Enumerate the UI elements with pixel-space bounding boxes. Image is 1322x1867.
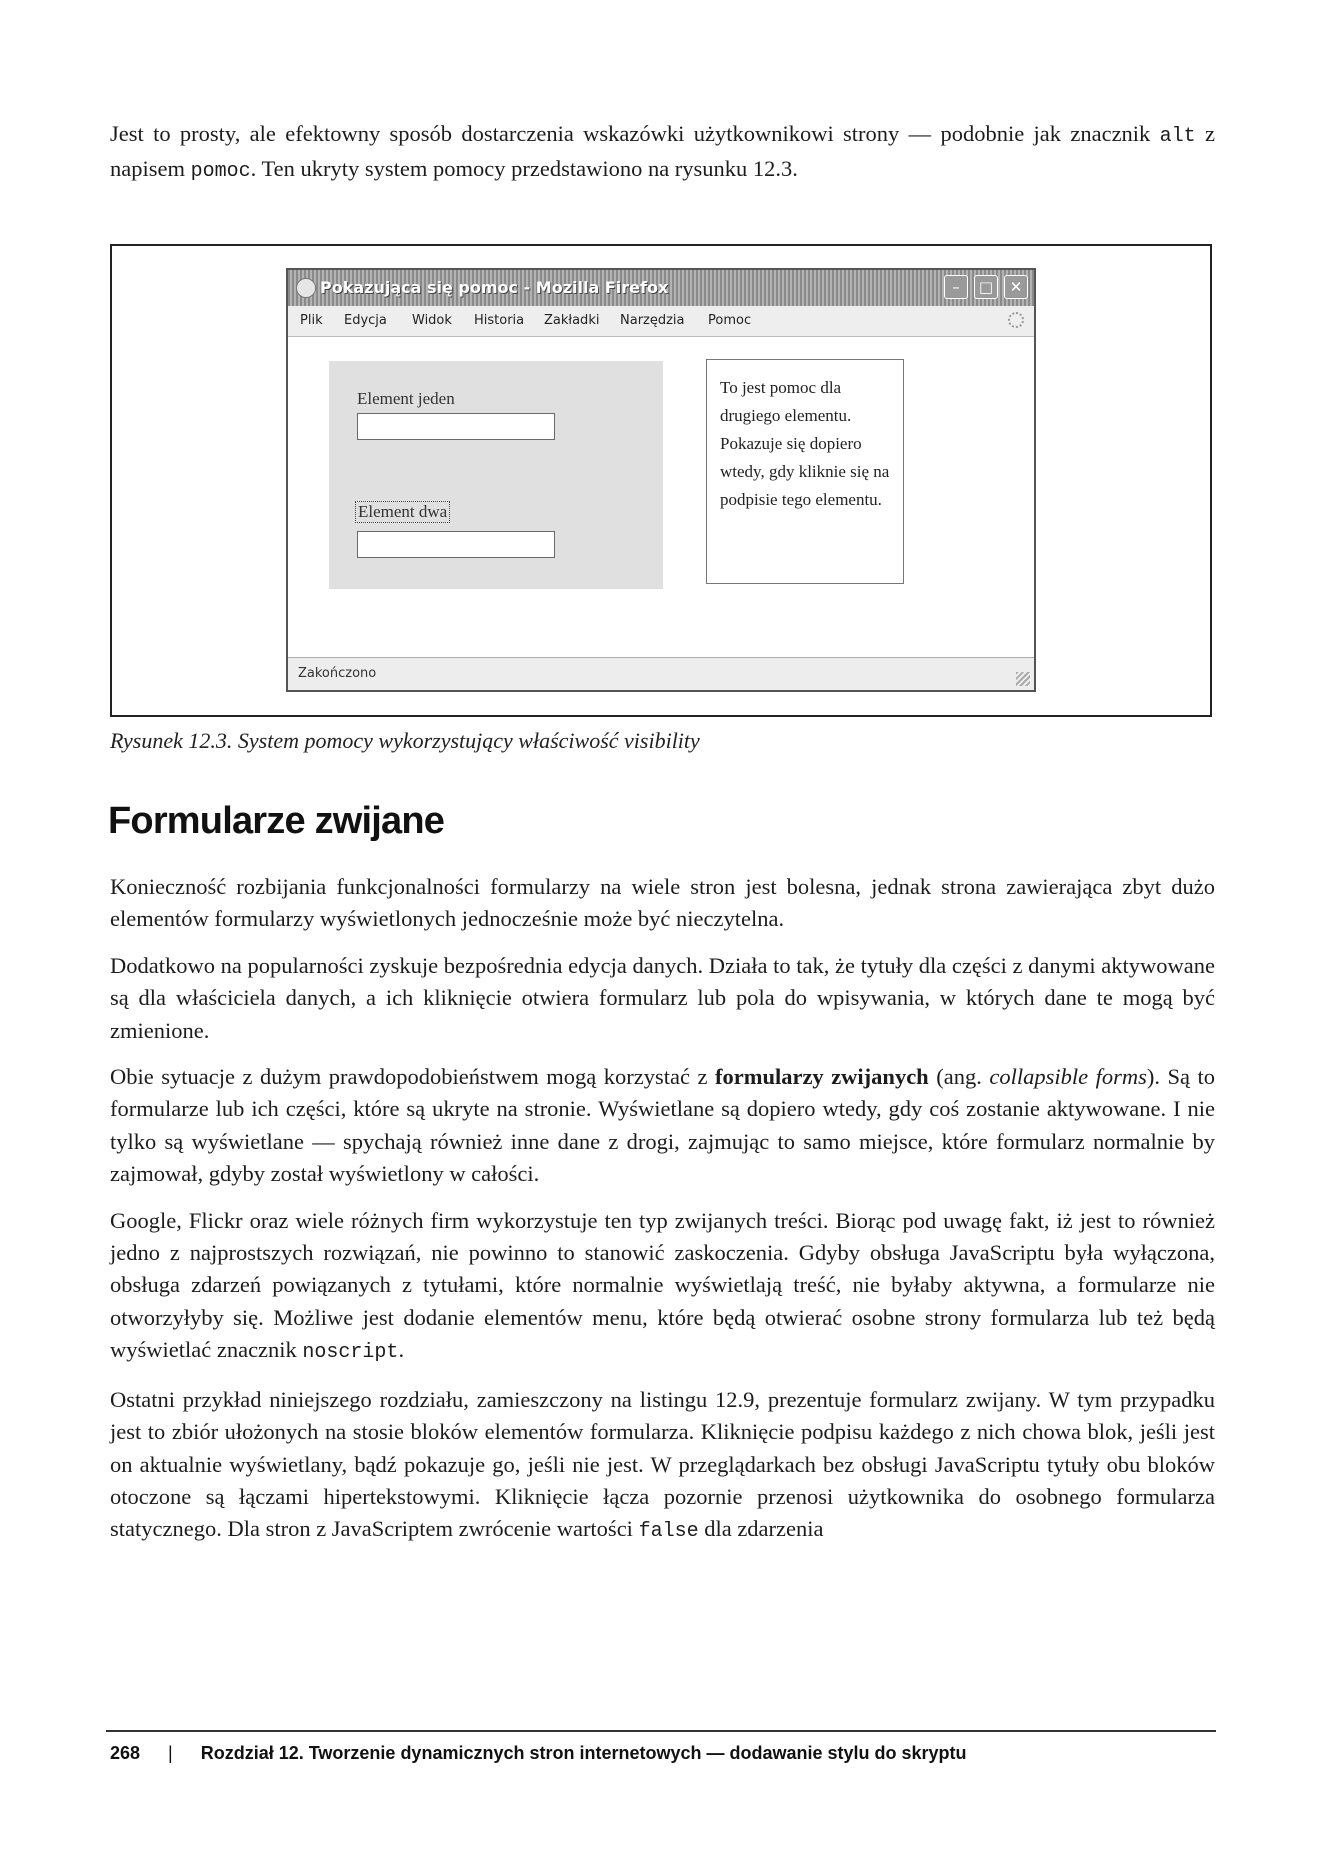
intro-text-2: z napisem <box>110 121 1215 182</box>
close-icon: ✕ <box>1004 275 1028 299</box>
intro-block <box>110 118 1215 203</box>
code-noscript: noscript <box>302 1341 399 1365</box>
menu-narzedzia: Narzędzia <box>620 313 685 328</box>
label-element-two: Element dwa <box>355 501 450 523</box>
p5-text-b: dla zdarzenia <box>698 1516 824 1542</box>
footer-separator: | <box>168 1743 173 1763</box>
status-text: Zakończono <box>298 666 377 681</box>
resize-grip-icon <box>1016 672 1030 686</box>
page-footer <box>110 1743 967 1764</box>
p5-text-a: Ostatni przykład niniejszego rozdziału, zamieszczony na listingu 12.9, prezentuje formularz zwijany. W tym przypadku jest to zbiór ułożonych na stosie bloków elementów formularza. Kliknięcie podpisu każdego z nich chowa blok, jeśli jest on aktualnie wyświetlany, bądź pokazuje go, jeśli nie jest. W przeglądarkach bez obsługi JavaScriptu tytuły obu bloków otoczone są łączami hipertekstowymi. Kliknięcie łącza pozornie przenosi użytkownika do osobnego formularza statycznego. Dla stron z JavaScriptem zwrócenie wartości <box>110 1386 1215 1542</box>
p4-text-a: Google, Flickr oraz wiele różnych firm wykorzystuje ten typ zwijanych treści. Biorąc pod uwagę fakt, iż jest to również jedno z najprostszych rozwiązań, nie powinno to stanowić zaskoczenia. Gdyby obsługa JavaScriptu była wyłączona, obsługa zdarzeń powiązanych z tytułami, które normalnie wyświetlają treść, nie byłaby aktywna, a formularze nie otworzyłyby się. Możliwe jest dodanie elementów menu, które będą otwierać osobne strony formularza lub też będą wyświetlać znacznik <box>110 1207 1215 1363</box>
p3-bold-term: formularzy zwijanych <box>714 1064 929 1090</box>
intro-paragraph <box>110 118 1215 189</box>
chapter-title: Rozdział 12. Tworzenie dynamicznych stron internetowych — dodawanie stylu do skryptu <box>200 1743 967 1763</box>
input-element-two <box>357 531 555 558</box>
paragraph-3 <box>110 1061 1215 1191</box>
p3-text-e: ). Są to formularze lub ich części, które są ukryte na stronie. Wyświetlane są dopiero wtedy, gdy coś zostanie aktywowane. I nie tylko są wyświetlane — spychają również inne dane z drogi, zajmując to samo miejsce, które formularz normalnie by zajmował, gdyby został wyświetlony w całości. <box>110 1064 1216 1187</box>
label-element-one: Element jeden <box>357 389 455 408</box>
figure-caption: Rysunek 12.3. System pomocy wykorzystujący właściwość visibility <box>110 728 700 753</box>
page-number: 268 <box>110 1743 141 1763</box>
p3-italic-term: collapsible forms <box>989 1064 1147 1090</box>
window-title: Pokazująca się pomoc - Mozilla Firefox <box>320 278 669 297</box>
p3-text-a: Obie sytuacje z dużym prawdopodobieństwem mogą korzystać z <box>110 1064 715 1090</box>
menu-edycja: Edycja <box>344 313 387 328</box>
paragraph-4 <box>110 1205 1215 1370</box>
footer-rule <box>106 1730 1216 1732</box>
help-box: To jest pomoc dla drugiego elementu. Pokazuje się dopiero wtedy, gdy kliknie się na podpisie tego elementu. <box>706 359 904 584</box>
menu-historia: Historia <box>474 313 525 328</box>
paragraph-2: Dodatkowo na popularności zyskuje bezpośrednia edycja danych. Działa to tak, że tytuły dla części z danymi aktywowane są dla właściciela danych, a ich kliknięcie otwiera formularz lub pola do wpisywania, w których dane te mogą być zmienione. <box>110 952 1215 1043</box>
section-heading: Formularze zwijane <box>108 800 445 842</box>
section-body <box>110 871 1215 1563</box>
input-element-one <box>357 413 555 440</box>
code-alt: alt <box>1159 125 1196 148</box>
intro-text-3: . Ten ukryty system pomocy przedstawiono na rysunku 12.3. <box>250 156 798 182</box>
status-bar <box>288 657 1034 690</box>
menu-zakladki: Zakładki <box>544 313 600 328</box>
p3-text-c: (ang. <box>928 1064 990 1090</box>
menu-bar <box>288 306 1034 337</box>
page-content <box>288 337 1034 658</box>
intro-text-1: Jest to prosty, ale efektowny sposób dostarczenia wskazówki użytkownikowi strony — podobnie jak znacznik <box>110 121 1160 146</box>
paragraph-1: Konieczność rozbijania funkcjonalności formularzy na wiele stron jest bolesna, jednak strona zawierająca zbyt dużo elementów formularzy wyświetlonych jednocześnie może być nieczytelna. <box>110 874 1215 932</box>
menu-widok: Widok <box>412 313 452 328</box>
form-panel <box>329 361 663 589</box>
paragraph-5 <box>110 1384 1215 1549</box>
firefox-icon <box>296 278 316 298</box>
code-false: false <box>638 1520 699 1544</box>
throbber-icon <box>1008 312 1024 328</box>
browser-window-screenshot <box>286 268 1036 692</box>
minimize-icon: – <box>944 275 968 299</box>
p4-text-b: . <box>398 1337 405 1363</box>
maximize-icon: □ <box>974 275 998 299</box>
menu-plik: Plik <box>300 313 323 328</box>
code-pomoc: pomoc <box>190 160 251 184</box>
window-titlebar <box>288 270 1034 307</box>
menu-pomoc: Pomoc <box>708 313 752 328</box>
